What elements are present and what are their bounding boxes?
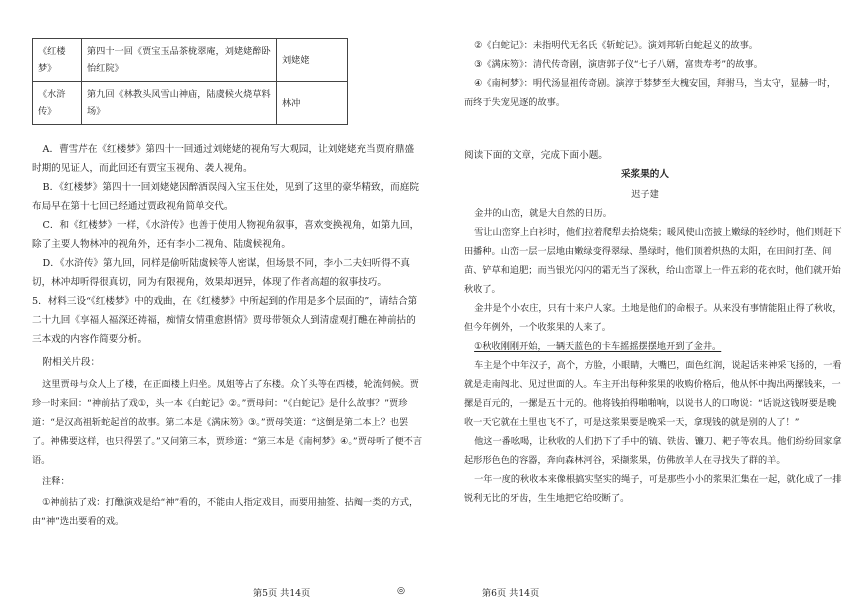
note-3: ③《满床笏》：清代传奇剧，演唐郭子仪“七子八婿，富贵寿考”的故事。 <box>474 59 763 70</box>
note-2: ②《白蛇记》：未指明代无名氏《斩蛇记》。演刘邦斩白蛇起义的故事。 <box>474 40 758 51</box>
instruction-text: 阅读下面的文章，完成下面小题。 <box>464 150 608 161</box>
story-title: 采浆果的人 <box>621 169 669 180</box>
story-paragraph: 他这一番吆喝，让秋收的人们扔下了手中的镐、铁齿、镰刀、耙子等农具。他们纷纷回家拿起形形色色的容器，奔向森林河谷，采撷浆果，仿佛放羊人在寻找失了群的羊。 <box>464 436 842 466</box>
option-a: A．曹雪芹在《红楼梦》第四十一回通过刘姥姥的视角写大观园，让刘姥姥充当贾府鼎盛时期的见证人，而此回还有贾宝玉视角、袭人视角。 <box>32 144 415 174</box>
table-cell: 林冲 <box>277 82 348 125</box>
option-b: B．《红楼梦》第四十一回刘姥姥因醉酒误闯入宝玉住处，见到了这里的豪华精致，而庭院布局早在第十七回已经通过贾政视角简单交代。 <box>32 182 419 212</box>
underlined-sentence <box>464 337 844 356</box>
note-4: ④《南柯梦》：明代汤显祖传奇剧。演淳于棼梦至大槐安国，拜驸马，当太守，显赫一时，而终于失宠见逐的故事。 <box>464 78 837 108</box>
table-row <box>33 82 348 125</box>
appendix-label: 附相关片段： <box>42 357 101 368</box>
notes-label: 注释： <box>42 476 70 487</box>
option-d: D．《水浒传》第九回，同样是偷听陆虞候等人密谋，但场景不同，李小二夫妇听得不真切，林冲却听得很真切，同为有限视角，效果却迥异，体现了作者高超的叙事技巧。 <box>32 258 411 288</box>
note-1: ①神前拈了戏：打醮演戏是给“神”看的，不能由人指定戏目，而要用抽签、拈阄一类的方式，由“神”选出要看的戏。 <box>32 497 419 527</box>
page-number-left: 第5页 共14页 <box>253 588 311 599</box>
instruction <box>464 146 844 165</box>
question-5: 5．材料三设“《红楼梦》中的戏曲，在《红楼梦》中所起到的作用是多个层面的”，请结合第二十九回《享福人福深还祷福，痴情女情重愈斟情》贾母带领众人到清虚观打醮在神前拈的三本戏的内容作简要分析。 <box>32 296 418 345</box>
page-number-right: 第6页 共14页 <box>482 588 540 599</box>
story-paragraph: 金井的山峦，就是大自然的日历。 <box>474 208 612 219</box>
story-paragraph: 一年一度的秋收本来像根搞实坚实的绳子，可是那些小小的浆果汇集在一起，就化成了一排锐利无比的牙齿，生生地把它给咬断了。 <box>464 474 842 504</box>
story-paragraph: 金井是个小农庄，只有十来户人家。土地是他们的命根子。从来没有事情能阻止得了秋收，但今年例外，一个收浆果的人来了。 <box>464 303 842 333</box>
reference-table <box>32 38 348 125</box>
table-cell: 第九回《林教头风雪山神庙，陆虞候火烧草料场》 <box>82 82 277 125</box>
notes-block <box>464 36 844 112</box>
story-author: 迟子建 <box>631 189 659 200</box>
center-mark: ◎ <box>397 585 406 596</box>
table-row <box>33 39 348 82</box>
underlined-text: ①秋收刚刚开始，一辆天蓝色的卡车摇摇摆摆地开到了金井。 <box>474 341 722 352</box>
excerpt: 这里贾母与众人上了楼，在正面楼上归坐。凤姐等占了东楼。众丫头等在西楼，轮流伺候。贾珍一时来回：“神前拈了戏①，头一本《白蛇记》②。”贾母问：“《白蛇记》是什么故事？”贾珍道：“是汉高祖斩蛇起首的故事。第二本是《满床笏》③。”贾母笑道：“这倒是第二本上？也罢了。神佛要这样，也只得罢了。”又问第三本，贾珍道：“第三本是《南柯梦》④。”贾母听了便不言语。 <box>32 379 423 466</box>
table-cell: 刘姥姥 <box>277 39 348 82</box>
story-paragraph: 雪让山峦穿上白衫时，他们拉着爬犁去拾烧柴；暖风使山峦披上嫩绿的轻纱时，他们则赶下田播种。山峦一层一层地由嫩绿变得翠绿、墨绿时，他们顶着炽热的太阳，在田间打垄、间苗、铲草和追肥；而当银光闪闪的霜无当了深秋，给山峦罩上一件五彩的花衣时，他们就开始秋收了。 <box>464 227 842 295</box>
table-cell: 《红楼梦》 <box>33 39 82 82</box>
options-block <box>32 140 422 531</box>
option-c: C．和《红楼梦》一样，《水浒传》也善于使用人物视角叙事，喜欢变换视角，如第九回，除了主要人物林冲的视角外，还有李小二视角、陆虞候视角。 <box>32 220 420 250</box>
table-cell: 《水浒传》 <box>33 82 82 125</box>
right-page <box>430 0 860 607</box>
story-paragraph: 车主是个中年汉子，高个，方脸，小眼睛，大嘴巴，面色红润，说起话来神采飞扬的，一看就是走南闯北、见过世面的人。车主开出每种浆果的收购价格后，他从怀中掏出两摞钱来，一摞是百元的，一摞是五十元的。他将钱拍得啪啪响，以说书人的口吻说：“话说这钱呀要是晚收一天它就在土里也飞不了，可是这浆果要是晚采一天，拿现钱的就是别的人了！” <box>464 360 842 428</box>
table-cell: 第四十一回《贾宝玉品茶栊翠庵，刘姥姥醉卧怡红院》 <box>82 39 277 82</box>
story-body <box>464 204 844 508</box>
